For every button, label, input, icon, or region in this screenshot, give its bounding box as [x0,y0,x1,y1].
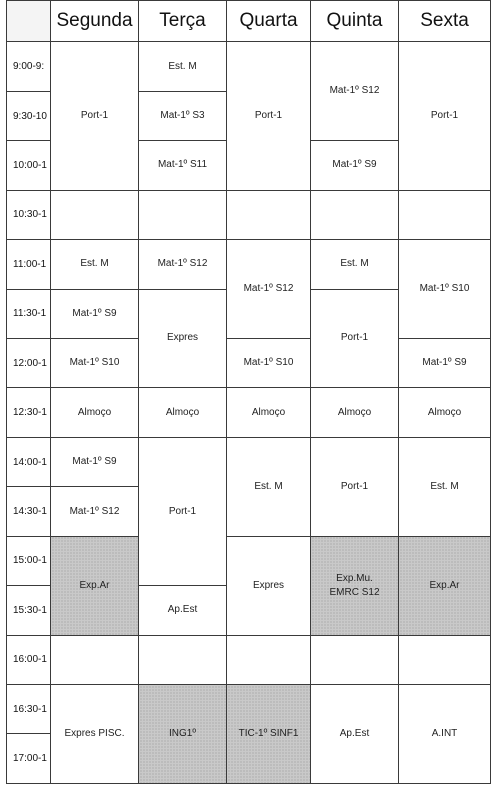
day-header-quarta: Quarta [227,1,311,42]
class-cell-shaded: Exp.Ar [51,536,139,635]
time-label: 10:00-1 [7,141,51,190]
time-label: 10:30-1 [7,190,51,239]
time-label: 11:30-1 [7,289,51,338]
time-row [7,240,491,289]
class-cell: Mat-1º S9 [399,338,491,387]
time-label: 15:00-1 [7,536,51,585]
time-label: 9:30-10 [7,91,51,140]
lunch-cell: Almoço [311,388,399,437]
class-cell: Mat-1º S9 [311,141,399,190]
empty-cell [51,635,139,684]
class-line: Exp.Mu. [336,572,373,584]
class-cell: Mat-1º S10 [399,240,491,339]
class-cell: Port-1 [139,437,227,585]
time-row [7,536,491,585]
class-cell: Ap.Est [139,586,227,635]
time-label: 12:00-1 [7,338,51,387]
class-cell: Mat-1º S12 [51,487,139,536]
corner-cell [7,1,51,42]
class-cell-shaded [311,536,399,635]
header-row [7,1,491,42]
empty-cell [139,190,227,239]
lunch-cell: Almoço [139,388,227,437]
class-cell: Port-1 [399,42,491,190]
time-label: 9:00-9: [7,42,51,91]
class-cell: A.INT [399,685,491,784]
class-cell: Expres [139,289,227,388]
time-row [7,42,491,91]
class-cell-shaded: ING1º [139,685,227,784]
lunch-cell: Almoço [51,388,139,437]
lunch-cell: Almoço [399,388,491,437]
timetable [6,0,491,784]
class-cell: Est. M [51,240,139,289]
class-cell: Mat-1º S12 [227,240,311,339]
time-label: 15:30-1 [7,586,51,635]
class-cell: Mat-1º S12 [139,240,227,289]
class-cell: Port-1 [51,42,139,190]
class-cell: Expres [227,536,311,635]
time-label: 14:00-1 [7,437,51,486]
class-cell: Ap.Est [311,685,399,784]
class-cell: Est. M [139,42,227,91]
time-label: 17:00-1 [7,734,51,784]
class-cell: Port-1 [311,289,399,388]
time-row [7,685,491,734]
time-label: 16:00-1 [7,635,51,684]
time-label: 14:30-1 [7,487,51,536]
class-cell: Mat-1º S9 [51,289,139,338]
empty-cell [227,190,311,239]
empty-cell [311,635,399,684]
day-header-quinta: Quinta [311,1,399,42]
class-cell: Mat-1º S12 [311,42,399,141]
class-cell: Est. M [311,240,399,289]
class-cell: Est. M [227,437,311,536]
time-label: 11:00-1 [7,240,51,289]
time-row [7,190,491,239]
day-header-sexta: Sexta [399,1,491,42]
empty-cell [51,190,139,239]
class-cell: Est. M [399,437,491,536]
class-cell: Mat-1º S9 [51,437,139,486]
class-cell-shaded: Exp.Ar [399,536,491,635]
class-cell: Expres PISC. [51,685,139,784]
class-cell: Mat-1º S3 [139,91,227,140]
empty-cell [311,190,399,239]
time-row [7,388,491,437]
lunch-cell: Almoço [227,388,311,437]
day-header-segunda: Segunda [51,1,139,42]
class-cell-shaded: TIC-1º SINF1 [227,685,311,784]
empty-cell [227,635,311,684]
time-row [7,635,491,684]
time-label: 16:30-1 [7,685,51,734]
empty-cell [399,635,491,684]
time-label: 12:30-1 [7,388,51,437]
empty-cell [139,635,227,684]
time-row [7,338,491,387]
day-header-terca: Terça [139,1,227,42]
class-cell: Port-1 [227,42,311,190]
class-cell: Mat-1º S11 [139,141,227,190]
class-cell: Mat-1º S10 [51,338,139,387]
class-line: EMRC S12 [329,586,380,598]
empty-cell [399,190,491,239]
time-row [7,437,491,486]
class-cell: Port-1 [311,437,399,536]
class-cell: Mat-1º S10 [227,338,311,387]
